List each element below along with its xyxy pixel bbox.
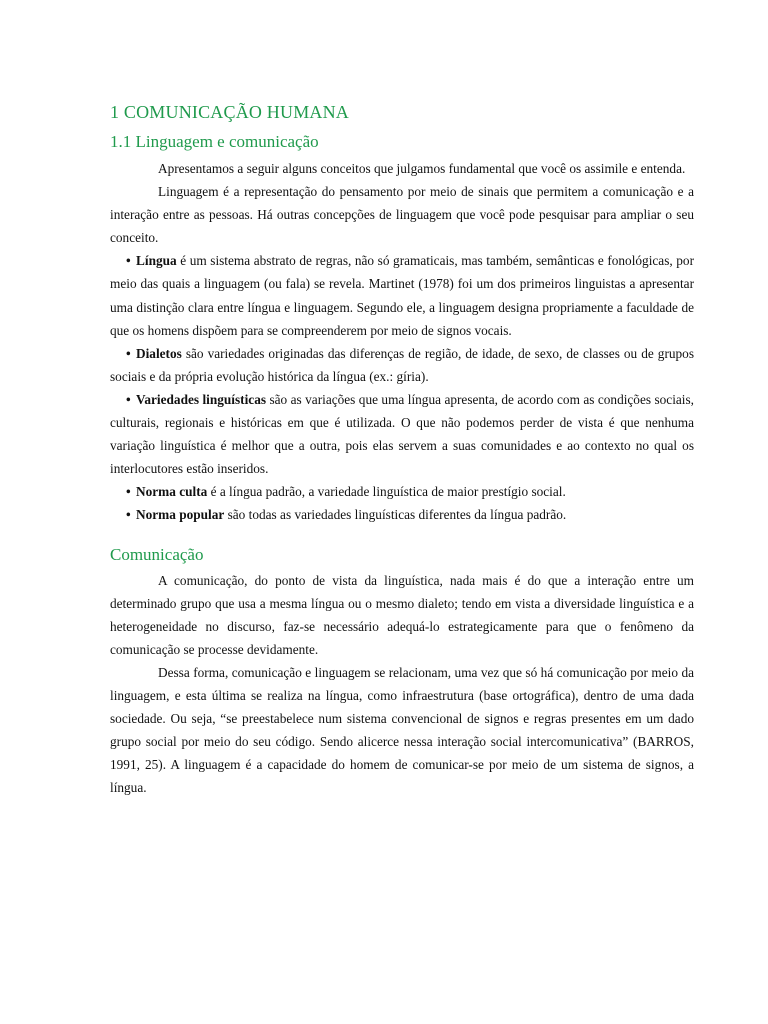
subheading-linguagem: 1.1 Linguagem e comunicação bbox=[110, 132, 319, 151]
term-variedades: Variedades linguísticas bbox=[136, 391, 267, 407]
main-heading: 1 COMUNICAÇÃO HUMANA bbox=[110, 102, 350, 122]
document-page bbox=[110, 100, 694, 799]
bullet-icon: • bbox=[126, 345, 131, 361]
linguagem-paragraph: Linguagem é a representação do pensamento por meio de sinais que permitem a comunicação e a interação entre as pessoas. Há outras concepções de linguagem que você pode pesquisar para ampliar o seu conceito. bbox=[110, 184, 694, 246]
bullet-icon: • bbox=[126, 507, 131, 523]
list-item-norma-popular bbox=[110, 503, 694, 526]
comunicacao-paragraph-1: A comunicação, do ponto de vista da linguística, nada mais é do que a interação entre um determinado grupo que usa a mesma língua ou o mesmo dialeto; tendo em vista a diversidade linguística e a heterogeneidade no discurso, faz-se necessário adequá-lo estrategicamente para que o fenômeno da comunicação se processe devidamente. bbox=[110, 572, 694, 657]
definition-norma-culta: é a língua padrão, a variedade linguística de maior prestígio social. bbox=[207, 484, 566, 500]
section-heading-comunicacao: Comunicação bbox=[110, 544, 204, 564]
list-item-lingua bbox=[110, 249, 694, 341]
bullet-icon: • bbox=[126, 484, 131, 500]
bullet-icon: • bbox=[126, 391, 131, 407]
list-item-dialetos bbox=[110, 342, 694, 388]
definition-lingua: é um sistema abstrato de regras, não só gramaticais, mas também, semânticas e fonológicas, por meio das quais a linguagem (ou fala) se revela. Martinet (1978) foi um dos primeiros linguistas a apresentar uma distinção clara entre língua e linguagem. Segundo ele, a linguagem designa propriamente a faculdade de que os homens dispõem para se compreenderem por meio de signos vocais. bbox=[110, 253, 694, 338]
definition-norma-popular: são todas as variedades linguísticas diferentes da língua padrão. bbox=[224, 507, 567, 523]
term-dialetos: Dialetos bbox=[136, 345, 182, 361]
term-norma-culta: Norma culta bbox=[136, 484, 208, 500]
definition-variedades: são as variações que uma língua apresenta, de acordo com as condições sociais, culturais, regionais e históricas em que é utilizada. O que não podemos perder de vista é que nenhuma variação linguística é melhor que a outra, pois elas servem a suas comunidades e ao contexto no qual os interlocutores estão inseridos. bbox=[110, 391, 694, 477]
definition-dialetos: são variedades originadas das diferenças de região, de idade, de sexo, de classes ou de grupos sociais e da própria evolução histórica da língua (ex.: gíria). bbox=[110, 345, 694, 384]
list-item-norma-culta bbox=[110, 480, 694, 503]
term-norma-popular: Norma popular bbox=[136, 507, 225, 523]
intro-paragraph: Apresentamos a seguir alguns conceitos que julgamos fundamental que você os assimile e entenda. bbox=[158, 161, 686, 176]
comunicacao-paragraph-2: Dessa forma, comunicação e linguagem se relacionam, uma vez que só há comunicação por meio da linguagem, e esta última se realiza na língua, como infraestrutura (base ortográfica), dentro de uma dada sociedade. Ou seja, “se preestabelece num sistema convencional de signos e regras presentes em um dado grupo social por meio do seu código. Sendo alicerce nessa interação social intercomunicativa” (BARROS, 1991, 25). A linguagem é a capacidade do homem de comunicar-se por meio de um sistema de signos, a língua. bbox=[110, 664, 694, 796]
list-item-variedades bbox=[110, 388, 694, 480]
bullet-icon: • bbox=[126, 253, 131, 269]
term-lingua: Língua bbox=[136, 253, 177, 269]
concept-list bbox=[110, 249, 694, 526]
